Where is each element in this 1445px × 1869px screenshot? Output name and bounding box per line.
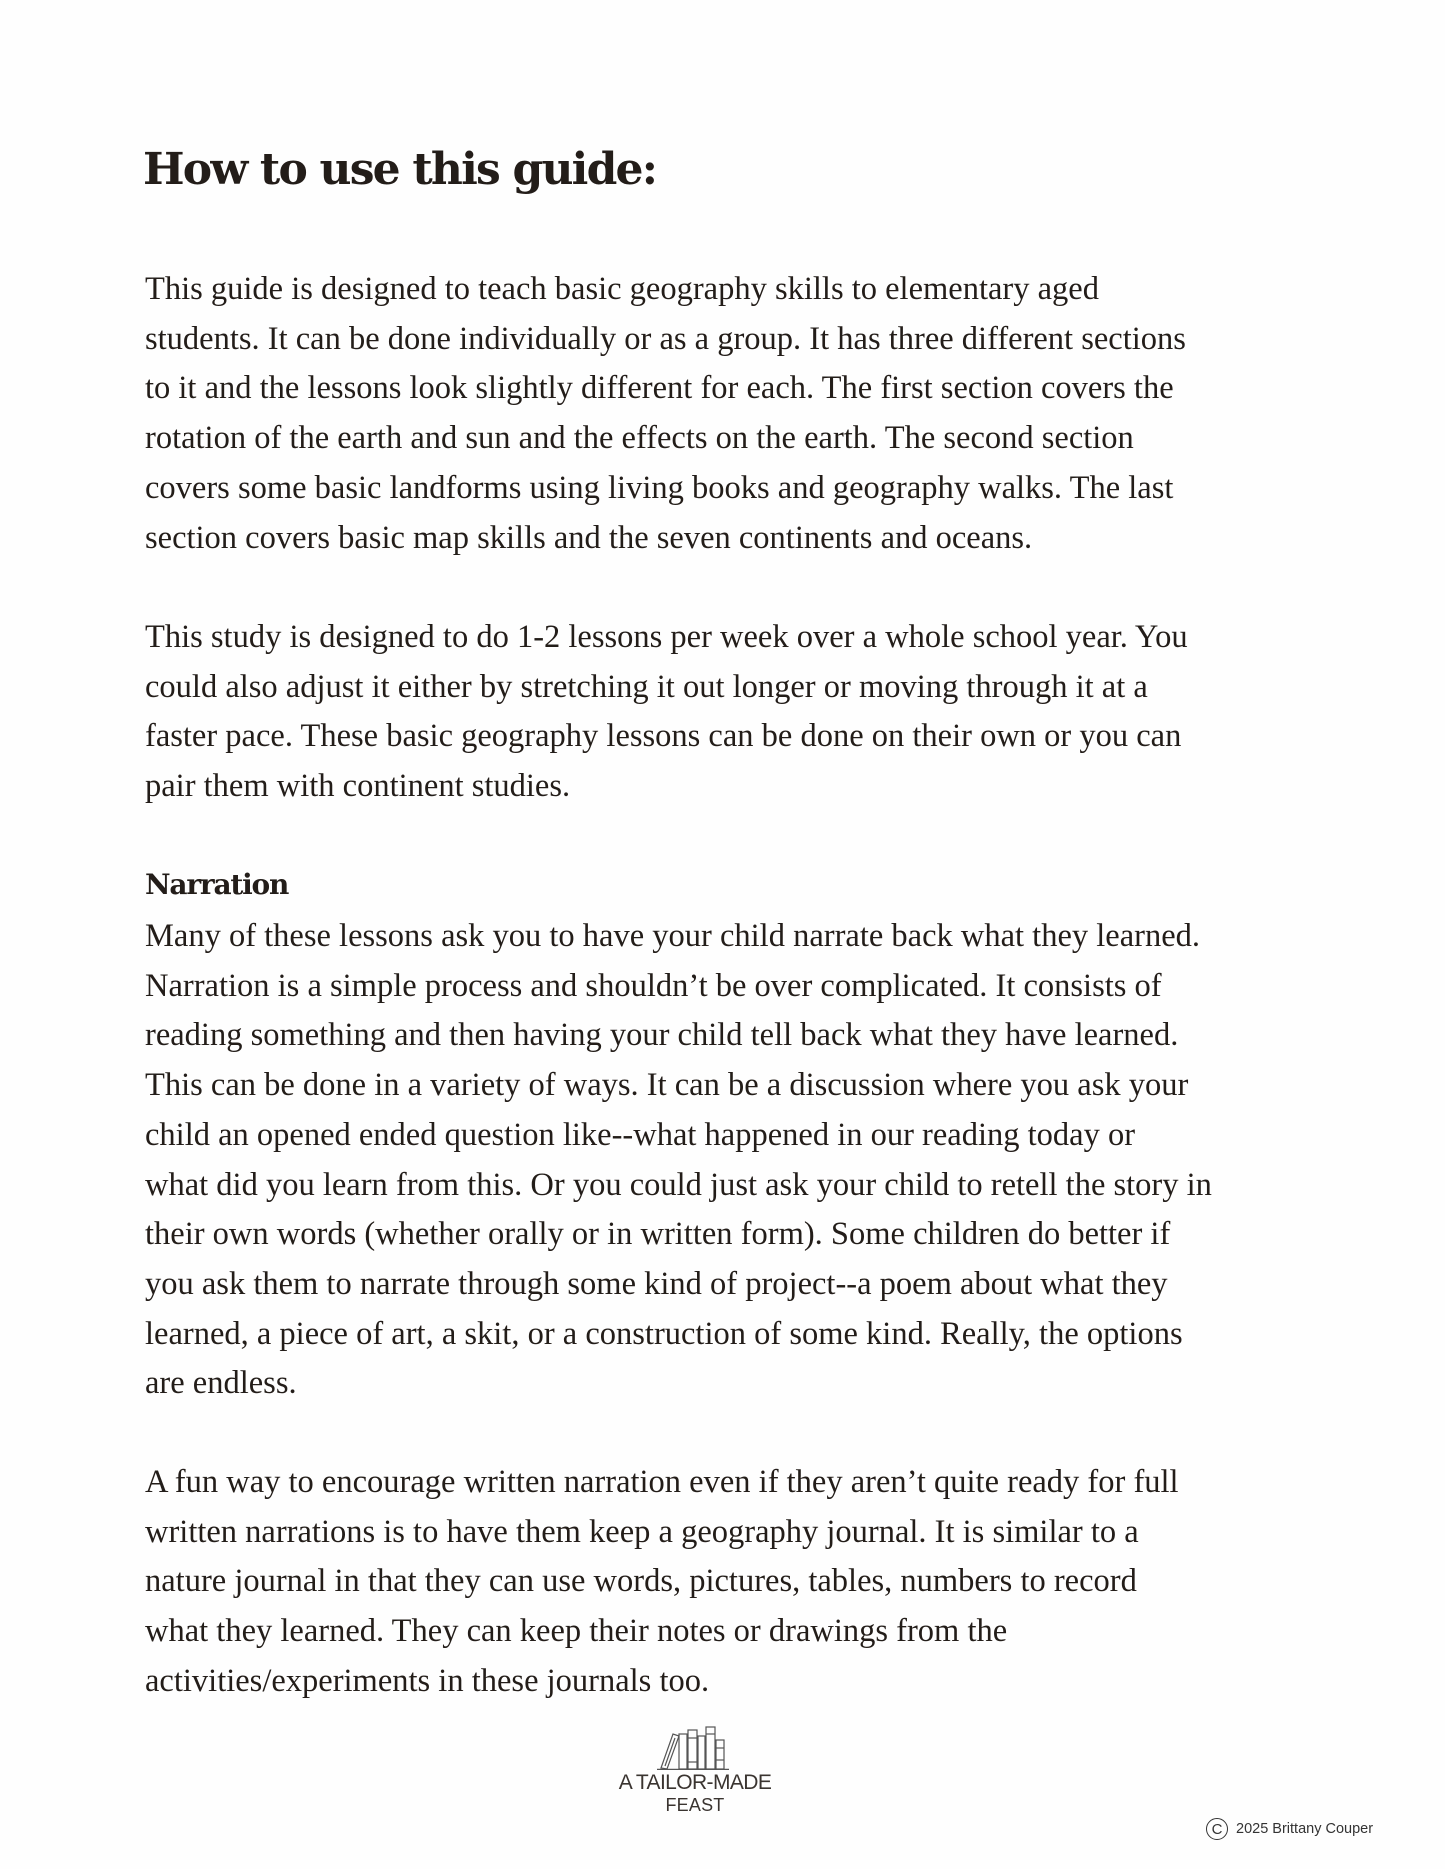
logo-line-1: A TAILOR-MADE [618, 1771, 772, 1794]
narration-heading: Narration [145, 868, 289, 901]
logo-line-2: FEAST [665, 1795, 725, 1815]
brand-logo [600, 1726, 790, 1816]
journal-paragraph: A fun way to encourage written narration even if they aren’t quite ready for full written narrations is to have them keep a geography journal. It is similar to a nature journal in that they can use words, pictures, tables, numbers to record what they learned. They can keep their notes or drawings from the activities/experiments in these journals too. [145, 1464, 1179, 1699]
schedule-paragraph: This study is designed to do 1-2 lessons per week over a whole school year. You could also adjust it either by stretching it out longer or moving through it at a faster pace. These basic geography lessons can be done on their own or you can pair them with continent studies. [145, 619, 1188, 805]
narration-paragraph: Many of these lessons ask you to have your child narrate back what they learned. Narration is a simple process and shouldn’t be over complicated. It consists of reading something and then having your child tell back what they have learned. This can be done in a variety of ways. It can be a discussion where you ask your child an opened ended question like--what happened in our reading today or what did you learn from this. Or you could just ask your child to retell the story in their own words (whether orally or in written form). Some children do better if you ask them to narrate through some kind of project--a poem about what they learned, a piece of art, a skit, or a construction of some kind. Really, the options are endless. [145, 918, 1212, 1402]
books-icon [657, 1726, 733, 1770]
copyright-notice [1206, 1818, 1373, 1840]
copyright-icon: C [1206, 1818, 1228, 1840]
copyright-text: 2025 Brittany Couper [1236, 1821, 1374, 1837]
intro-paragraph: This guide is designed to teach basic geography skills to elementary aged students. It can be done individually or as a group. It has three different sections to it and the lessons look slightly different for each. The first section covers the rotation of the earth and sun and the effects on the earth. The second section covers some basic landforms using living books and geography walks. The last section covers basic map skills and the seven continents and oceans. [145, 271, 1186, 556]
page-title: How to use this guide: [143, 144, 657, 195]
